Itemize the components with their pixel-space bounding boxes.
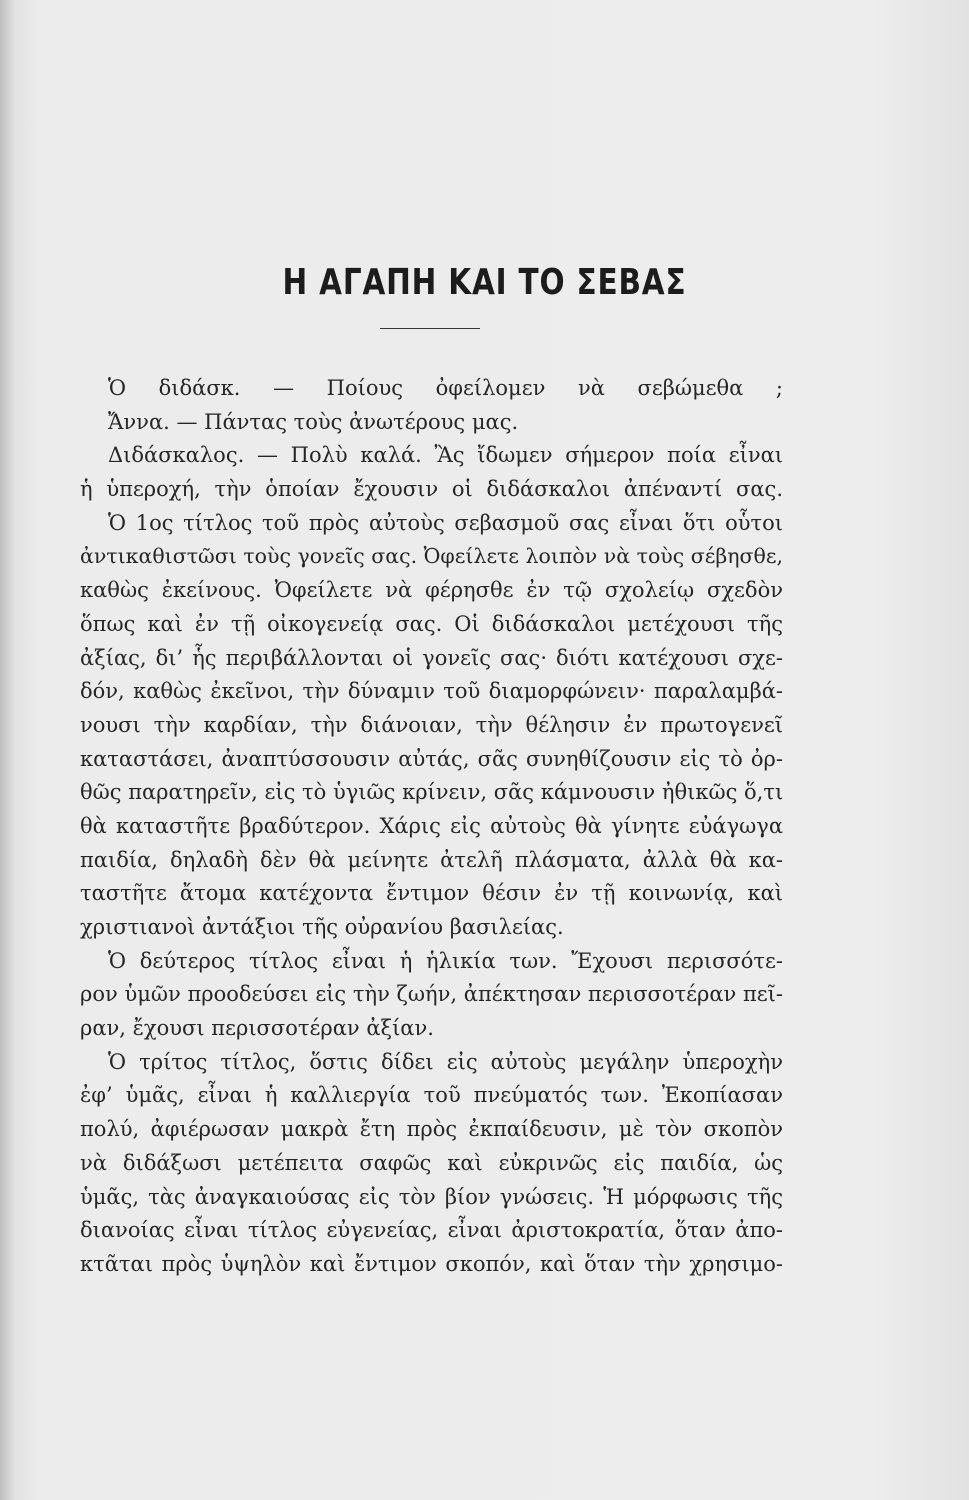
text-line: ρον ὑμῶν προοδεύσει εἰς τὴν ζωήν, ἀπέκτησαν περισσοτέραν πεῖ- <box>80 982 783 1007</box>
text-line: ὑμᾶς, τὰς ἀναγκαιούσας εἰς τὸν βίον γνώσεις. Ἡ μόρφωσις τῆς <box>80 1184 783 1209</box>
text-line: κτᾶται πρὸς ὑψηλὸν καὶ ἔντιμον σκοπόν, καὶ ὅταν τὴν χρησιμο- <box>80 1251 783 1276</box>
text-line: Ἄννα. — Πάντας τοὺς ἀνωτέρους μας. <box>108 409 519 434</box>
text-line: διανοίας εἶναι τίτλος εὐγενείας, εἶναι ἀριστοκρατία, ὅταν ἀπο- <box>80 1218 783 1243</box>
text-line: ὅπως καὶ ἐν τῇ οἰκογενείᾳ σας. Οἱ διδάσκαλοι μετέχουσι τῆς <box>80 611 783 636</box>
text-line: καταστάσει, ἀναπτύσσουσιν αὐτάς, σᾶς συνηθίζουσιν εἰς τὸ ὀρ- <box>80 746 783 771</box>
text-line: Διδάσκαλος. — Πολὺ καλά. Ἂς ἴδωμεν σήμερον ποία εἶναι <box>108 443 783 468</box>
text-line: χριστιανοὶ ἀντάξιοι τῆς οὐρανίου βασιλείας. <box>80 915 564 939</box>
text-line: ἐφ’ ὑμᾶς, εἶναι ἡ καλλιεργία τοῦ πνεύματός των. Ἐκοπίασαν <box>80 1083 783 1108</box>
text-line: ἡ ὑπεροχή, τὴν ὁποίαν ἔχουσιν οἱ διδάσκαλοι ἀπέναντί σας. <box>80 477 783 502</box>
text-line: ραν, ἔχουσι περισσοτέραν ἀξίαν. <box>80 1016 434 1041</box>
text-line: θῶς παρατηρεῖν, εἰς τὸ ὑγιῶς κρίνειν, σᾶς κάμνουσιν ἠθικῶς ὅ,τι <box>80 780 784 805</box>
text-line: Ὁ 1ος τίτλος τοῦ πρὸς αὐτοὺς σεβασμοῦ σας εἶναι ὅτι οὗτοι <box>108 510 783 535</box>
text-line: ἀξίας, δι’ ἧς περιβάλλονται οἱ γονεῖς σας· διότι κατέχουσι σχε- <box>80 645 783 670</box>
page-title: Η ΑΓΑΠΗ ΚΑΙ ΤΟ ΣΕΒΑΣ <box>282 262 687 303</box>
body-text <box>80 372 783 1282</box>
text-line: θὰ καταστῆτε βραδύτερον. Χάρις εἰς αὐτοὺς θὰ γίνητε εὐάγωγα <box>80 813 783 838</box>
page-spine-shadow <box>0 0 14 1500</box>
text-line: νὰ διδάξωσι μετέπειτα σαφῶς καὶ εὐκρινῶς εἰς παιδία, ὡς <box>80 1150 783 1175</box>
text-line: Ὁ δεύτερος τίτλος εἶναι ἡ ἡλικία των. Ἔχουσι περισσότε- <box>108 948 783 973</box>
text-line: Ὁ διδάσκ. — Ποίους ὀφείλομεν νὰ σεβώμεθα ; <box>108 376 783 400</box>
text-line: ταστῆτε ἄτομα κατέχοντα ἔντιμον θέσιν ἐν τῇ κοινωνίᾳ, καὶ <box>80 881 783 906</box>
text-line: νουσι τὴν καρδίαν, τὴν διάνοιαν, τὴν θέλησιν ἐν πρωτογενεῖ <box>80 712 783 737</box>
text-line: καθὼς ἐκείνους. Ὀφείλετε νὰ φέρησθε ἐν τῷ σχολείῳ σχεδὸν <box>80 578 783 603</box>
text-line: πολύ, ἀφιέρωσαν μακρὰ ἔτη πρὸς ἐκπαίδευσιν, μὲ τὸν σκοπὸν <box>80 1117 783 1142</box>
text-line: Ὁ τρίτος τίτλος, ὅστις δίδει εἰς αὐτοὺς μεγάλην ὑπεροχὴν <box>108 1049 783 1074</box>
text-line: ἀντικαθιστῶσι τοὺς γονεῖς σας. Ὀφείλετε λοιπὸν νὰ τοὺς σέβησθε, <box>80 544 783 569</box>
text-line: παιδία, δηλαδὴ δὲν θὰ μείνητε ἀτελῆ πλάσματα, ἀλλὰ θὰ κα- <box>80 847 783 872</box>
title-divider <box>380 328 480 329</box>
text-line: δόν, καθὼς ἐκεῖνοι, τὴν δύναμιν τοῦ διαμορφώνειν· παραλαμβά- <box>80 679 783 704</box>
